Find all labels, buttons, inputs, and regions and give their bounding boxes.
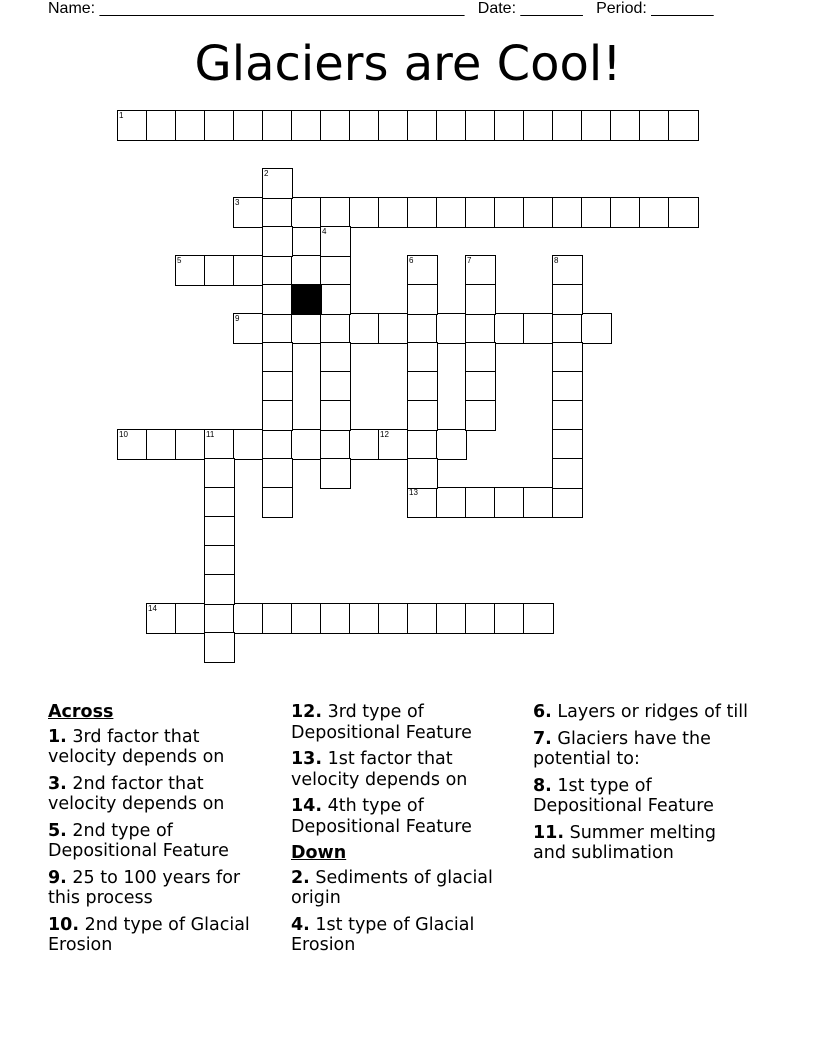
clue-number: 2 bbox=[264, 169, 269, 178]
down-clue-11: 11. Summer melting and sublimation bbox=[533, 822, 717, 863]
grid-cell[interactable] bbox=[378, 197, 409, 228]
grid-cell[interactable] bbox=[291, 313, 322, 344]
grid-cell[interactable] bbox=[262, 284, 293, 315]
grid-cell[interactable] bbox=[552, 342, 583, 373]
grid-cell[interactable] bbox=[349, 313, 380, 344]
page-title: Glaciers are Cool! bbox=[194, 36, 622, 92]
grid-cell[interactable] bbox=[291, 197, 322, 228]
grid-cell[interactable] bbox=[407, 400, 438, 431]
grid-cell[interactable] bbox=[262, 226, 293, 257]
grid-cell[interactable] bbox=[465, 400, 496, 431]
grid-cell[interactable] bbox=[320, 429, 351, 460]
grid-cell[interactable] bbox=[552, 255, 583, 286]
down-clue-7: 7. Glaciers have the potential to: bbox=[533, 728, 711, 769]
down-clue-6: 6. Layers or ridges of till bbox=[533, 702, 748, 722]
grid-cell[interactable] bbox=[262, 487, 293, 518]
grid-cell[interactable] bbox=[262, 342, 293, 373]
grid-cell[interactable] bbox=[407, 371, 438, 402]
grid-cell[interactable] bbox=[465, 197, 496, 228]
grid-cell[interactable] bbox=[262, 313, 293, 344]
grid-cell[interactable] bbox=[552, 458, 583, 489]
grid-cell[interactable] bbox=[407, 603, 438, 634]
grid-cell[interactable] bbox=[494, 313, 525, 344]
grid-cell[interactable] bbox=[175, 603, 206, 634]
grid-cell[interactable] bbox=[581, 197, 612, 228]
grid-cell[interactable] bbox=[349, 110, 380, 141]
grid-cell[interactable] bbox=[639, 110, 670, 141]
grid-cell[interactable] bbox=[233, 197, 264, 228]
grid-cell[interactable] bbox=[320, 400, 351, 431]
grid-cell[interactable] bbox=[262, 400, 293, 431]
down-clue-4: 4. 1st type of Glacial Erosion bbox=[291, 914, 475, 955]
grid-cell[interactable] bbox=[291, 603, 322, 634]
grid-cell[interactable] bbox=[233, 110, 264, 141]
clue-number: 1 bbox=[119, 111, 124, 120]
grid-cell[interactable] bbox=[581, 313, 612, 344]
clue-number: 5 bbox=[177, 256, 182, 265]
grid-cell[interactable] bbox=[291, 110, 322, 141]
grid-cell[interactable] bbox=[552, 487, 583, 518]
date-blank[interactable]: _______ bbox=[520, 0, 583, 17]
clue-number: 4 bbox=[322, 227, 327, 236]
grid-cell[interactable] bbox=[233, 255, 264, 286]
across-clue-10: 10. 2nd type of Glacial Erosion bbox=[48, 914, 250, 955]
across-clue-1: 1. 3rd factor that velocity depends on bbox=[48, 726, 225, 767]
grid-cell[interactable] bbox=[117, 429, 148, 460]
grid-cell[interactable] bbox=[581, 110, 612, 141]
grid-cell[interactable] bbox=[407, 110, 438, 141]
grid-cell[interactable] bbox=[610, 110, 641, 141]
grid-cell[interactable] bbox=[204, 255, 235, 286]
grid-cell[interactable] bbox=[320, 284, 351, 315]
clue-number: 14 bbox=[148, 604, 157, 613]
down-clue-8: 8. 1st type of Depositional Feature bbox=[533, 775, 714, 816]
clues-column-2 bbox=[291, 702, 516, 962]
grid-cell[interactable] bbox=[204, 632, 235, 663]
grid-cell[interactable] bbox=[494, 487, 525, 518]
grid-cell[interactable] bbox=[233, 313, 264, 344]
grid-cell[interactable] bbox=[494, 603, 525, 634]
grid-cell[interactable] bbox=[146, 429, 177, 460]
grid-cell[interactable] bbox=[320, 603, 351, 634]
grid-cell[interactable] bbox=[407, 255, 438, 286]
grid-cell[interactable] bbox=[465, 371, 496, 402]
grid-cell[interactable] bbox=[378, 110, 409, 141]
grid-cell[interactable] bbox=[639, 197, 670, 228]
grid-cell[interactable] bbox=[407, 197, 438, 228]
across-clue-9: 9. 25 to 100 years for this process bbox=[48, 867, 241, 908]
grid-cell[interactable] bbox=[320, 371, 351, 402]
grid-cell[interactable] bbox=[436, 110, 467, 141]
grid-cell[interactable] bbox=[204, 545, 235, 576]
grid-cell[interactable] bbox=[262, 603, 293, 634]
across-clue-12: 12. 3rd type of Depositional Feature bbox=[291, 702, 472, 743]
grid-cell[interactable] bbox=[262, 458, 293, 489]
grid-cell[interactable] bbox=[465, 603, 496, 634]
across-clue-3: 3. 2nd factor that velocity depends on bbox=[48, 773, 225, 814]
grid-cell[interactable] bbox=[436, 197, 467, 228]
clue-number: 9 bbox=[235, 314, 240, 323]
across-clue-13: 13. 1st factor that velocity depends on bbox=[291, 749, 468, 790]
grid-cell[interactable] bbox=[262, 429, 293, 460]
grid-cell[interactable] bbox=[146, 110, 177, 141]
down-heading: Down bbox=[291, 843, 347, 863]
grid-cell[interactable] bbox=[204, 487, 235, 518]
grid-cell[interactable] bbox=[436, 429, 467, 460]
period-blank[interactable]: _______ bbox=[651, 0, 714, 17]
grid-cell[interactable] bbox=[349, 197, 380, 228]
grid-cell[interactable] bbox=[378, 429, 409, 460]
grid-cell[interactable] bbox=[262, 371, 293, 402]
down-clue-2: 2. Sediments of glacial origin bbox=[291, 867, 493, 908]
grid-cell[interactable] bbox=[175, 429, 206, 460]
grid-cell[interactable] bbox=[407, 458, 438, 489]
grid-cell[interactable] bbox=[349, 429, 380, 460]
grid-cell[interactable] bbox=[552, 429, 583, 460]
grid-cell[interactable] bbox=[175, 255, 206, 286]
grid-cell[interactable] bbox=[465, 342, 496, 373]
clue-number: 10 bbox=[119, 430, 128, 439]
grid-cell[interactable] bbox=[349, 603, 380, 634]
clues-column-3 bbox=[533, 702, 753, 870]
clue-number: 12 bbox=[380, 430, 389, 439]
grid-cell[interactable] bbox=[465, 110, 496, 141]
across-clue-14: 14. 4th type of Depositional Feature bbox=[291, 796, 472, 837]
grid-cell[interactable] bbox=[262, 168, 293, 199]
grid-cell[interactable] bbox=[465, 284, 496, 315]
grid-cell[interactable] bbox=[320, 342, 351, 373]
grid-cell[interactable] bbox=[436, 603, 467, 634]
grid-cell[interactable] bbox=[262, 197, 293, 228]
clue-number: 8 bbox=[554, 256, 559, 265]
across-clue-5: 5. 2nd type of Depositional Feature bbox=[48, 820, 229, 861]
name-blank[interactable]: _________________________________________ bbox=[99, 0, 465, 17]
clue-number: 11 bbox=[206, 430, 215, 439]
grid-cell[interactable] bbox=[523, 313, 554, 344]
grid-cell[interactable] bbox=[552, 371, 583, 402]
grid-cell[interactable] bbox=[204, 574, 235, 605]
grid-cell[interactable] bbox=[320, 226, 351, 257]
grid-cell[interactable] bbox=[523, 197, 554, 228]
grid-cell[interactable] bbox=[407, 342, 438, 373]
grid-cell[interactable] bbox=[146, 603, 177, 634]
clue-number: 13 bbox=[409, 488, 418, 497]
grid-cell[interactable] bbox=[204, 516, 235, 547]
grid-cell[interactable] bbox=[523, 110, 554, 141]
grid-cell[interactable] bbox=[494, 110, 525, 141]
black-square bbox=[291, 284, 322, 315]
clue-number: 3 bbox=[235, 198, 240, 207]
grid-cell[interactable] bbox=[204, 458, 235, 489]
grid-cell[interactable] bbox=[233, 429, 264, 460]
grid-cell[interactable] bbox=[320, 458, 351, 489]
grid-cell[interactable] bbox=[378, 313, 409, 344]
clues-column-1 bbox=[48, 702, 273, 962]
grid-cell[interactable] bbox=[552, 110, 583, 141]
grid-cell[interactable] bbox=[610, 197, 641, 228]
date-label: Date: bbox=[477, 0, 517, 17]
grid-cell[interactable] bbox=[552, 197, 583, 228]
grid-cell[interactable] bbox=[204, 110, 235, 141]
grid-cell[interactable] bbox=[465, 255, 496, 286]
grid-cell[interactable] bbox=[291, 255, 322, 286]
grid-cell[interactable] bbox=[320, 110, 351, 141]
grid-cell[interactable] bbox=[436, 487, 467, 518]
clue-number: 7 bbox=[467, 256, 472, 265]
grid-cell[interactable] bbox=[320, 197, 351, 228]
grid-cell[interactable] bbox=[262, 255, 293, 286]
across-heading: Across bbox=[48, 702, 114, 722]
grid-cell[interactable] bbox=[320, 313, 351, 344]
grid-cell[interactable] bbox=[465, 487, 496, 518]
grid-cell[interactable] bbox=[407, 487, 438, 518]
grid-cell[interactable] bbox=[320, 255, 351, 286]
grid-cell[interactable] bbox=[262, 110, 293, 141]
grid-cell[interactable] bbox=[465, 313, 496, 344]
grid-cell[interactable] bbox=[523, 603, 554, 634]
grid-cell[interactable] bbox=[291, 429, 322, 460]
grid-cell[interactable] bbox=[204, 429, 235, 460]
grid-cell[interactable] bbox=[552, 400, 583, 431]
grid-cell[interactable] bbox=[668, 197, 699, 228]
period-label: Period: bbox=[596, 0, 647, 17]
grid-cell[interactable] bbox=[233, 603, 264, 634]
grid-cell[interactable] bbox=[407, 284, 438, 315]
grid-cell[interactable] bbox=[378, 603, 409, 634]
clue-number: 6 bbox=[409, 256, 414, 265]
name-label: Name: bbox=[48, 0, 96, 17]
grid-cell[interactable] bbox=[523, 487, 554, 518]
grid-cell[interactable] bbox=[407, 313, 438, 344]
grid-cell[interactable] bbox=[494, 197, 525, 228]
grid-cell[interactable] bbox=[204, 603, 235, 634]
grid-cell[interactable] bbox=[175, 110, 206, 141]
grid-cell[interactable] bbox=[436, 313, 467, 344]
grid-cell[interactable] bbox=[407, 429, 438, 460]
grid-cell[interactable] bbox=[668, 110, 699, 141]
grid-cell[interactable] bbox=[552, 313, 583, 344]
grid-cell[interactable] bbox=[117, 110, 148, 141]
grid-cell[interactable] bbox=[552, 284, 583, 315]
